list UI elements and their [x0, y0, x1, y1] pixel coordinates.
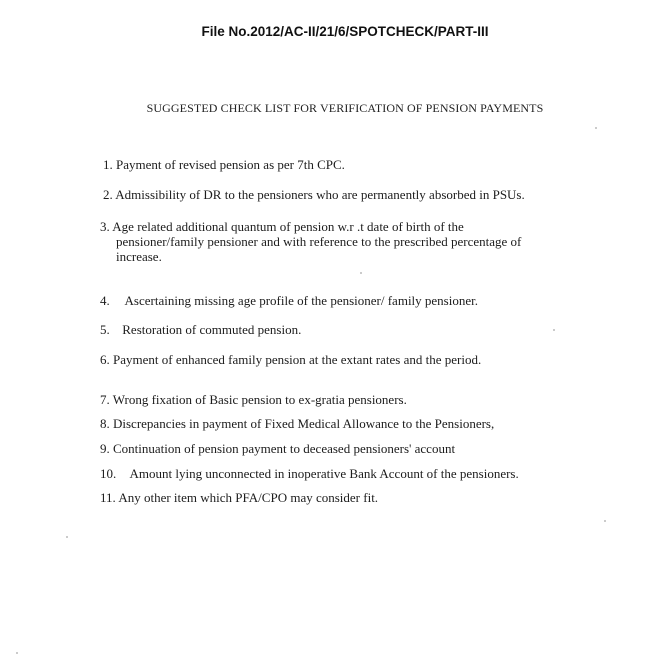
- list-item-10: [100, 466, 519, 481]
- item-number: 7.: [100, 392, 110, 407]
- item-number: 1.: [103, 157, 113, 172]
- item-text-continued: pensioner/family pensioner and with reference to the prescribed percentage of: [116, 234, 522, 249]
- item-text: Any other item which PFA/CPO may consider fit.: [118, 490, 379, 505]
- list-item-8: [100, 416, 494, 431]
- scan-speck: [360, 272, 362, 274]
- item-text: Restoration of commuted pension.: [122, 322, 302, 337]
- item-text: Ascertaining missing age profile of the pensioner/ family pensioner.: [124, 293, 478, 308]
- item-number: 6.: [100, 352, 110, 367]
- scan-speck: [66, 536, 68, 538]
- item-number: 10.: [100, 466, 117, 481]
- list-item-4: [100, 293, 478, 308]
- item-text-continued: increase.: [116, 249, 162, 264]
- item-number: 8.: [100, 416, 110, 431]
- item-text: Payment of revised pension as per 7th CPC.: [116, 157, 345, 172]
- file-number: File No.2012/AC-II/21/6/SPOTCHECK/PART-III: [201, 24, 489, 39]
- list-item-9: [100, 441, 455, 456]
- list-item-11: [100, 490, 378, 505]
- checklist-heading: SUGGESTED CHECK LIST FOR VERIFICATION OF PENSION PAYMENTS: [146, 101, 544, 115]
- item-number: 9.: [100, 441, 110, 456]
- item-number: 4.: [100, 293, 110, 308]
- list-item-2: [103, 187, 525, 202]
- item-text: Discrepancies in payment of Fixed Medical Allowance to the Pensioners,: [113, 416, 495, 431]
- item-text: Wrong fixation of Basic pension to ex-gratia pensioners.: [112, 392, 407, 407]
- list-item-5: [100, 322, 301, 337]
- scan-speck: [604, 520, 606, 522]
- list-item-3: [100, 219, 521, 264]
- item-text: Admissibility of DR to the pensioners who are permanently absorbed in PSUs.: [115, 187, 525, 202]
- item-number: 2.: [103, 187, 113, 202]
- list-item-1: [103, 157, 345, 172]
- item-number: 5.: [100, 322, 110, 337]
- item-number: 11.: [100, 490, 116, 505]
- item-line-1: [100, 219, 521, 234]
- item-text: Payment of enhanced family pension at the extant rates and the period.: [113, 352, 482, 367]
- item-text: Continuation of pension payment to deceased pensioners' account: [113, 441, 456, 456]
- item-number: 3.: [100, 219, 110, 234]
- scan-speck: [16, 652, 18, 654]
- item-text: Amount lying unconnected in inoperative Bank Account of the pensioners.: [129, 466, 519, 481]
- scan-speck: [553, 329, 555, 331]
- list-item-7: [100, 392, 407, 407]
- scan-speck: [595, 127, 597, 129]
- item-text: Age related additional quantum of pension w.r .t date of birth of the: [112, 219, 464, 234]
- list-item-6: [100, 352, 481, 367]
